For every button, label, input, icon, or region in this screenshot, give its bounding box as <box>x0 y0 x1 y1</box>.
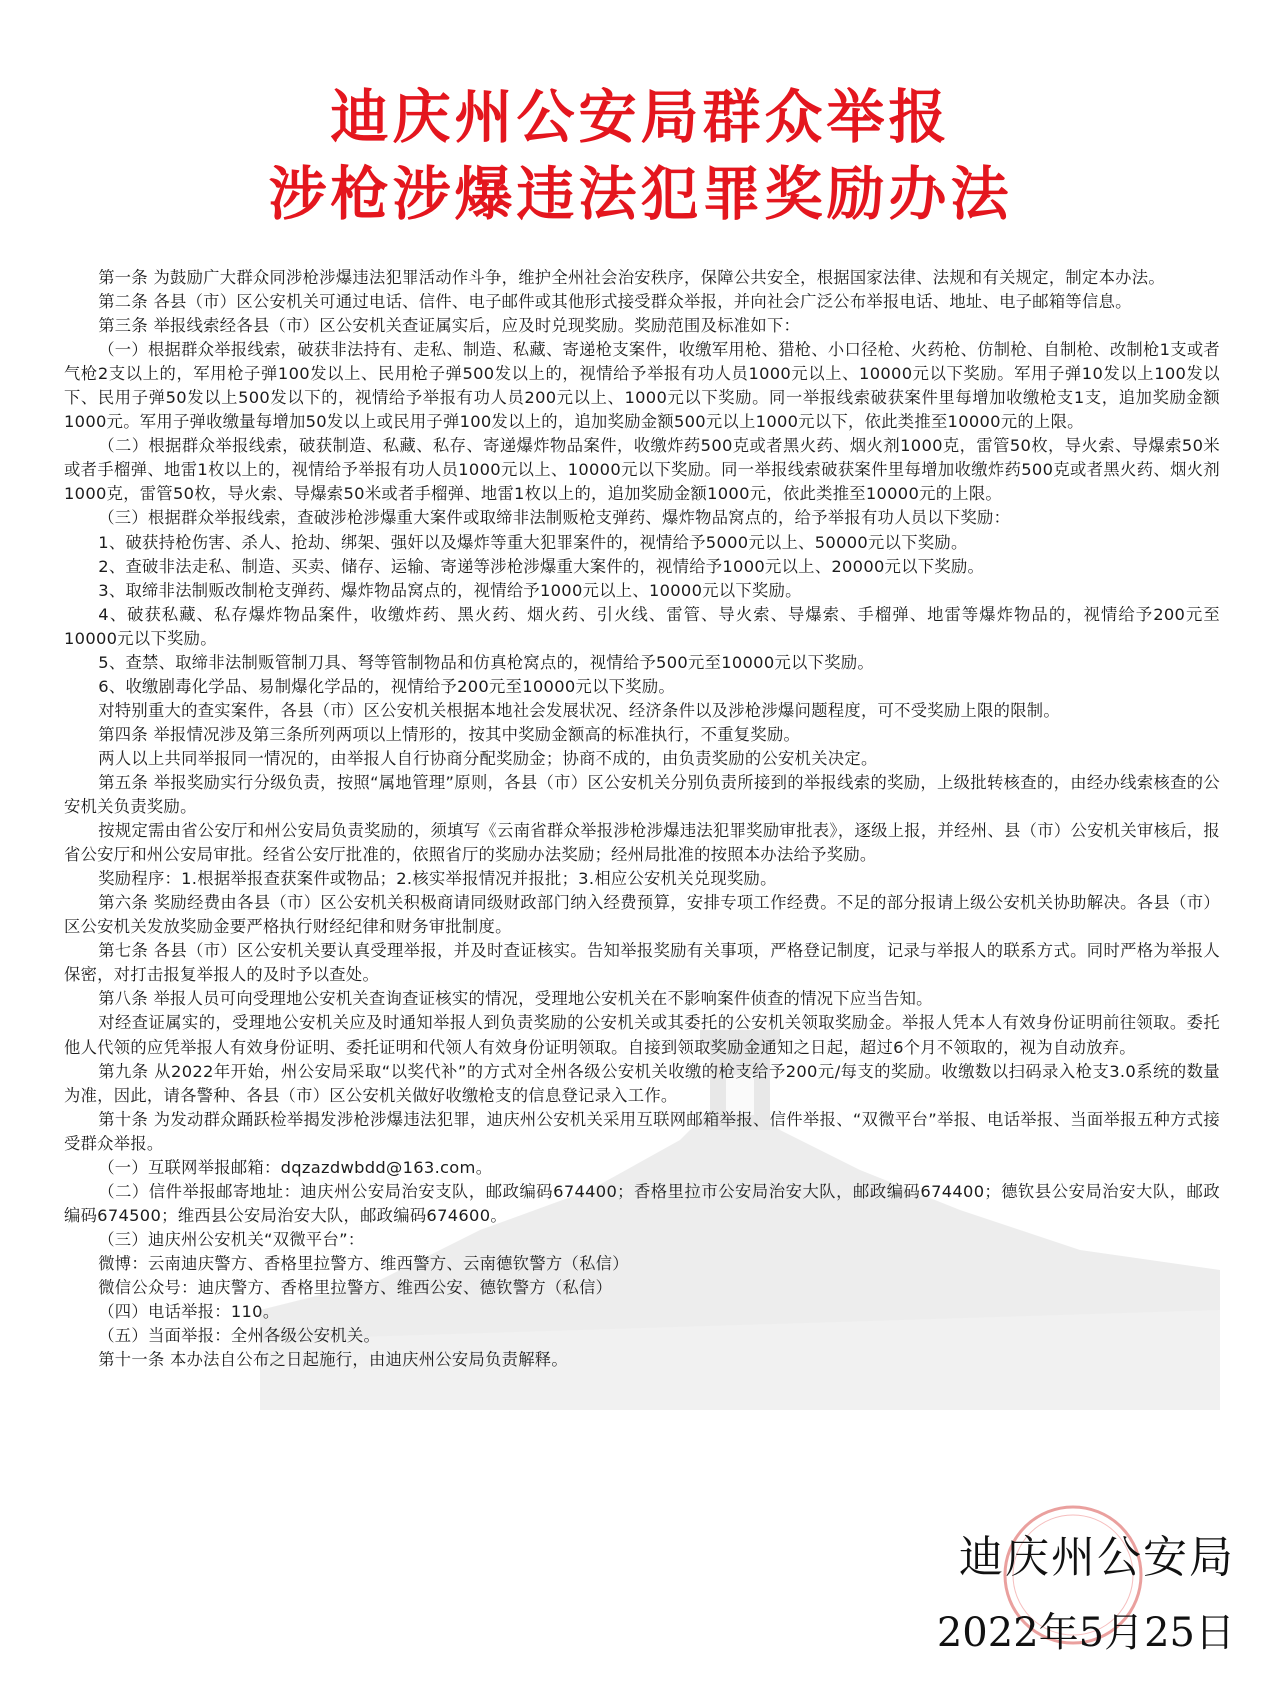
paragraph: 第四条 举报情况涉及第三条所列两项以上情形的，按其中奖励金额高的标准执行，不重复奖励。 <box>98 724 801 744</box>
paragraph: 6、收缴剧毒化学品、易制爆化学品的，视情给予200元至10000元以下奖励。 <box>98 676 676 696</box>
paragraph: 微信公众号：迪庆警方、香格里拉警方、维西公安、德钦警方（私信） <box>98 1277 613 1297</box>
paragraph: （四）电话举报：110。 <box>98 1302 280 1322</box>
paragraph: 3、取缔非法制贩改制枪支弹药、爆炸物品窝点的，视情给予1000元以上、10000元以下奖励。 <box>98 580 802 600</box>
paragraph: 对经查证属实的，受理地公安机关应及时通知举报人到负责奖励的公安机关或其委托的公安机关领取奖励金。举报人凭本人有效身份证明前往领取。委托他人代领的应凭举报人有效身份证明、委托证明和代领人有效身份证明领取。自接到领取奖励金通知之日起，超过6个月不领取的，视为自动放弃。 <box>64 1013 1220 1057</box>
paragraph: 按规定需由省公安厅和州公安局负责奖励的，须填写《云南省群众举报涉枪涉爆违法犯罪奖励审批表》，逐级上报，并经州、县（市）公安机关审核后，报省公安厅和州公安局审批。经省公安厅批准的，依照省厅的奖励办法奖励；经州局批准的按照本办法给予奖励。 <box>64 821 1220 865</box>
paragraph: （五）当面举报：全州各级公安机关。 <box>98 1326 381 1346</box>
paragraph: 第六条 奖励经费由各县（市）区公安机关积极商请同级财政部门纳入经费预算，安排专项工作经费。不足的部分报请上级公安机关协助解决。各县（市）区公安机关发放奖励金要严格执行财经纪律和财务审批制度。 <box>64 893 1220 937</box>
paragraph: （三）迪庆州公安机关“双微平台”： <box>98 1229 365 1249</box>
email-line: （一）互联网举报邮箱：dqzazdwbdd@163.com。 <box>98 1157 493 1177</box>
paragraph: 第十条 为发动群众踊跃检举揭发涉枪涉爆违法犯罪，迪庆州公安机关采用互联网邮箱举报、信件举报、“双微平台”举报、电话举报、当面举报五种方式接受群众举报。 <box>64 1109 1220 1153</box>
paragraph: 5、查禁、取缔非法制贩管制刀具、弩等管制物品和仿真枪窝点的，视情给予500元至10000元以下奖励。 <box>98 652 874 672</box>
paragraph: 第五条 举报奖励实行分级负责，按照“属地管理”原则，各县（市）区公安机关分别负责所接到的举报线索的奖励，上级批转核查的，由经办线索核查的公安机关负责奖励。 <box>64 772 1220 817</box>
paragraph: 第八条 举报人员可向受理地公安机关查询查证核实的情况，受理地公安机关在不影响案件侦查的情况下应当告知。 <box>98 989 933 1009</box>
document-title-line-1: 迪庆州公安局群众举报 <box>330 83 951 151</box>
paragraph: 2、查破非法走私、制造、买卖、储存、运输、寄递等涉枪涉爆重大案件的，视情给予1000元以上、20000元以下奖励。 <box>98 556 985 576</box>
paragraph: 第一条 为鼓励广大群众同涉枪涉爆违法犯罪活动作斗争，维护全州社会治安秩序，保障公共安全，根据国家法律、法规和有关规定，制定本办法。 <box>98 268 1165 287</box>
paragraph: 第十一条 本办法自公布之日起施行，由迪庆州公安局负责解释。 <box>98 1350 568 1370</box>
paragraph: （一）根据群众举报线索，破获非法持有、走私、制造、私藏、寄递枪支案件，收缴军用枪、猎枪、小口径枪、火药枪、仿制枪、自制枪、改制枪1支或者气枪2支以上的，军用枪子弹100发以上、民用枪子弹500发以上的，视情给予举报有功人员1000元以上、10000元以下奖励。军用子弹10发以上100发以下、民用子弹50发以上500发以下的，视情给予举报有功人员200元以上、1000元以下奖励。同一举报线索破获案件里每增加收缴枪支1支，追加奖励金额1000元。军用子弹收缴量每增加50发以上或民用子弹100发以上的，追加奖励金额500元以上1000元以下，依此类推至10000元的上限。 <box>64 340 1220 432</box>
document-body <box>64 266 1220 1372</box>
paragraph: 4、破获私藏、私存爆炸物品案件，收缴炸药、黑火药、烟火药、引火线、雷管、导火索、导爆索、手榴弹、地雷等爆炸物品的，视情给予200元至10000元以下奖励。 <box>64 604 1220 648</box>
paragraph: （二）信件举报邮寄地址：迪庆州公安局治安支队，邮政编码674400；香格里拉市公安局治安大队，邮政编码674400；德钦县公安局治安大队，邮政编码674500；维西县公安局治安大队，邮政编码674600。 <box>64 1181 1220 1225</box>
paragraph: 第三条 举报线索经各县（市）区公安机关查证属实后，应及时兑现奖励。奖励范围及标准如下： <box>98 316 801 336</box>
signature-date: 2022年5月25日 <box>936 1610 1235 1656</box>
paragraph: 两人以上共同举报同一情况的，由举报人自行协商分配奖励金；协商不成的，由负责奖励的公安机关决定。 <box>98 748 878 768</box>
paragraph: （二）根据群众举报线索，破获制造、私藏、私存、寄递爆炸物品案件，收缴炸药500克或者黑火药、烟火剂1000克，雷管50枚，导火索、导爆索50米或者手榴弹、地雷1枚以上的，视情给予举报有功人员1000元以上、10000元以下奖励。同一举报线索破获案件里每增加收缴炸药500克或者黑火药、烟火剂1000克，雷管50枚，导火索、导爆索50米或者手榴弹、地雷1枚以上的，追加奖励金额1000元，依此类推至10000元的上限。 <box>64 436 1220 504</box>
paragraph: 奖励程序：1.根据举报查获案件或物品；2.核实举报情况并报批；3.相应公安机关兑现奖励。 <box>98 869 777 889</box>
paragraph: 1、破获持枪伤害、杀人、抢劫、绑架、强奸以及爆炸等重大犯罪案件的，视情给予5000元以上、50000元以下奖励。 <box>98 532 968 552</box>
document-title-line-2: 涉枪涉爆违法犯罪奖励办法 <box>268 160 1013 228</box>
paragraph: （三）根据群众举报线索，查破涉枪涉爆重大案件或取缔非法制贩枪支弹药、爆炸物品窝点的，给予举报有功人员以下奖励： <box>98 508 1011 528</box>
paragraph: 第九条 从2022年开始，州公安局采取“以奖代补”的方式对全州各级公安机关收缴的枪支给予200元/每支的奖励。收缴数以扫码录入枪支3.0系统的数量为准，因此，请各警种、各县（市）区公安机关做好收缴枪支的信息登记录入工作。 <box>64 1061 1220 1105</box>
paragraph: 微博：云南迪庆警方、香格里拉警方、维西警方、云南德钦警方（私信） <box>98 1253 629 1273</box>
signature-organization: 迪庆州公安局 <box>959 1532 1235 1583</box>
paragraph: 对特别重大的查实案件，各县（市）区公安机关根据本地社会发展状况、经济条件以及涉枪涉爆问题程度，可不受奖励上限的限制。 <box>98 700 1060 720</box>
paragraph: 第二条 各县（市）区公安机关可通过电话、信件、电子邮件或其他形式接受群众举报，并向社会广泛公布举报电话、地址、电子邮箱等信息。 <box>98 292 1132 312</box>
paragraph: 第七条 各县（市）区公安机关要认真受理举报，并及时查证核实。告知举报奖励有关事项，严格登记制度，记录与举报人的联系方式。同时严格为举报人保密，对打击报复举报人的及时予以查处。 <box>64 941 1220 985</box>
